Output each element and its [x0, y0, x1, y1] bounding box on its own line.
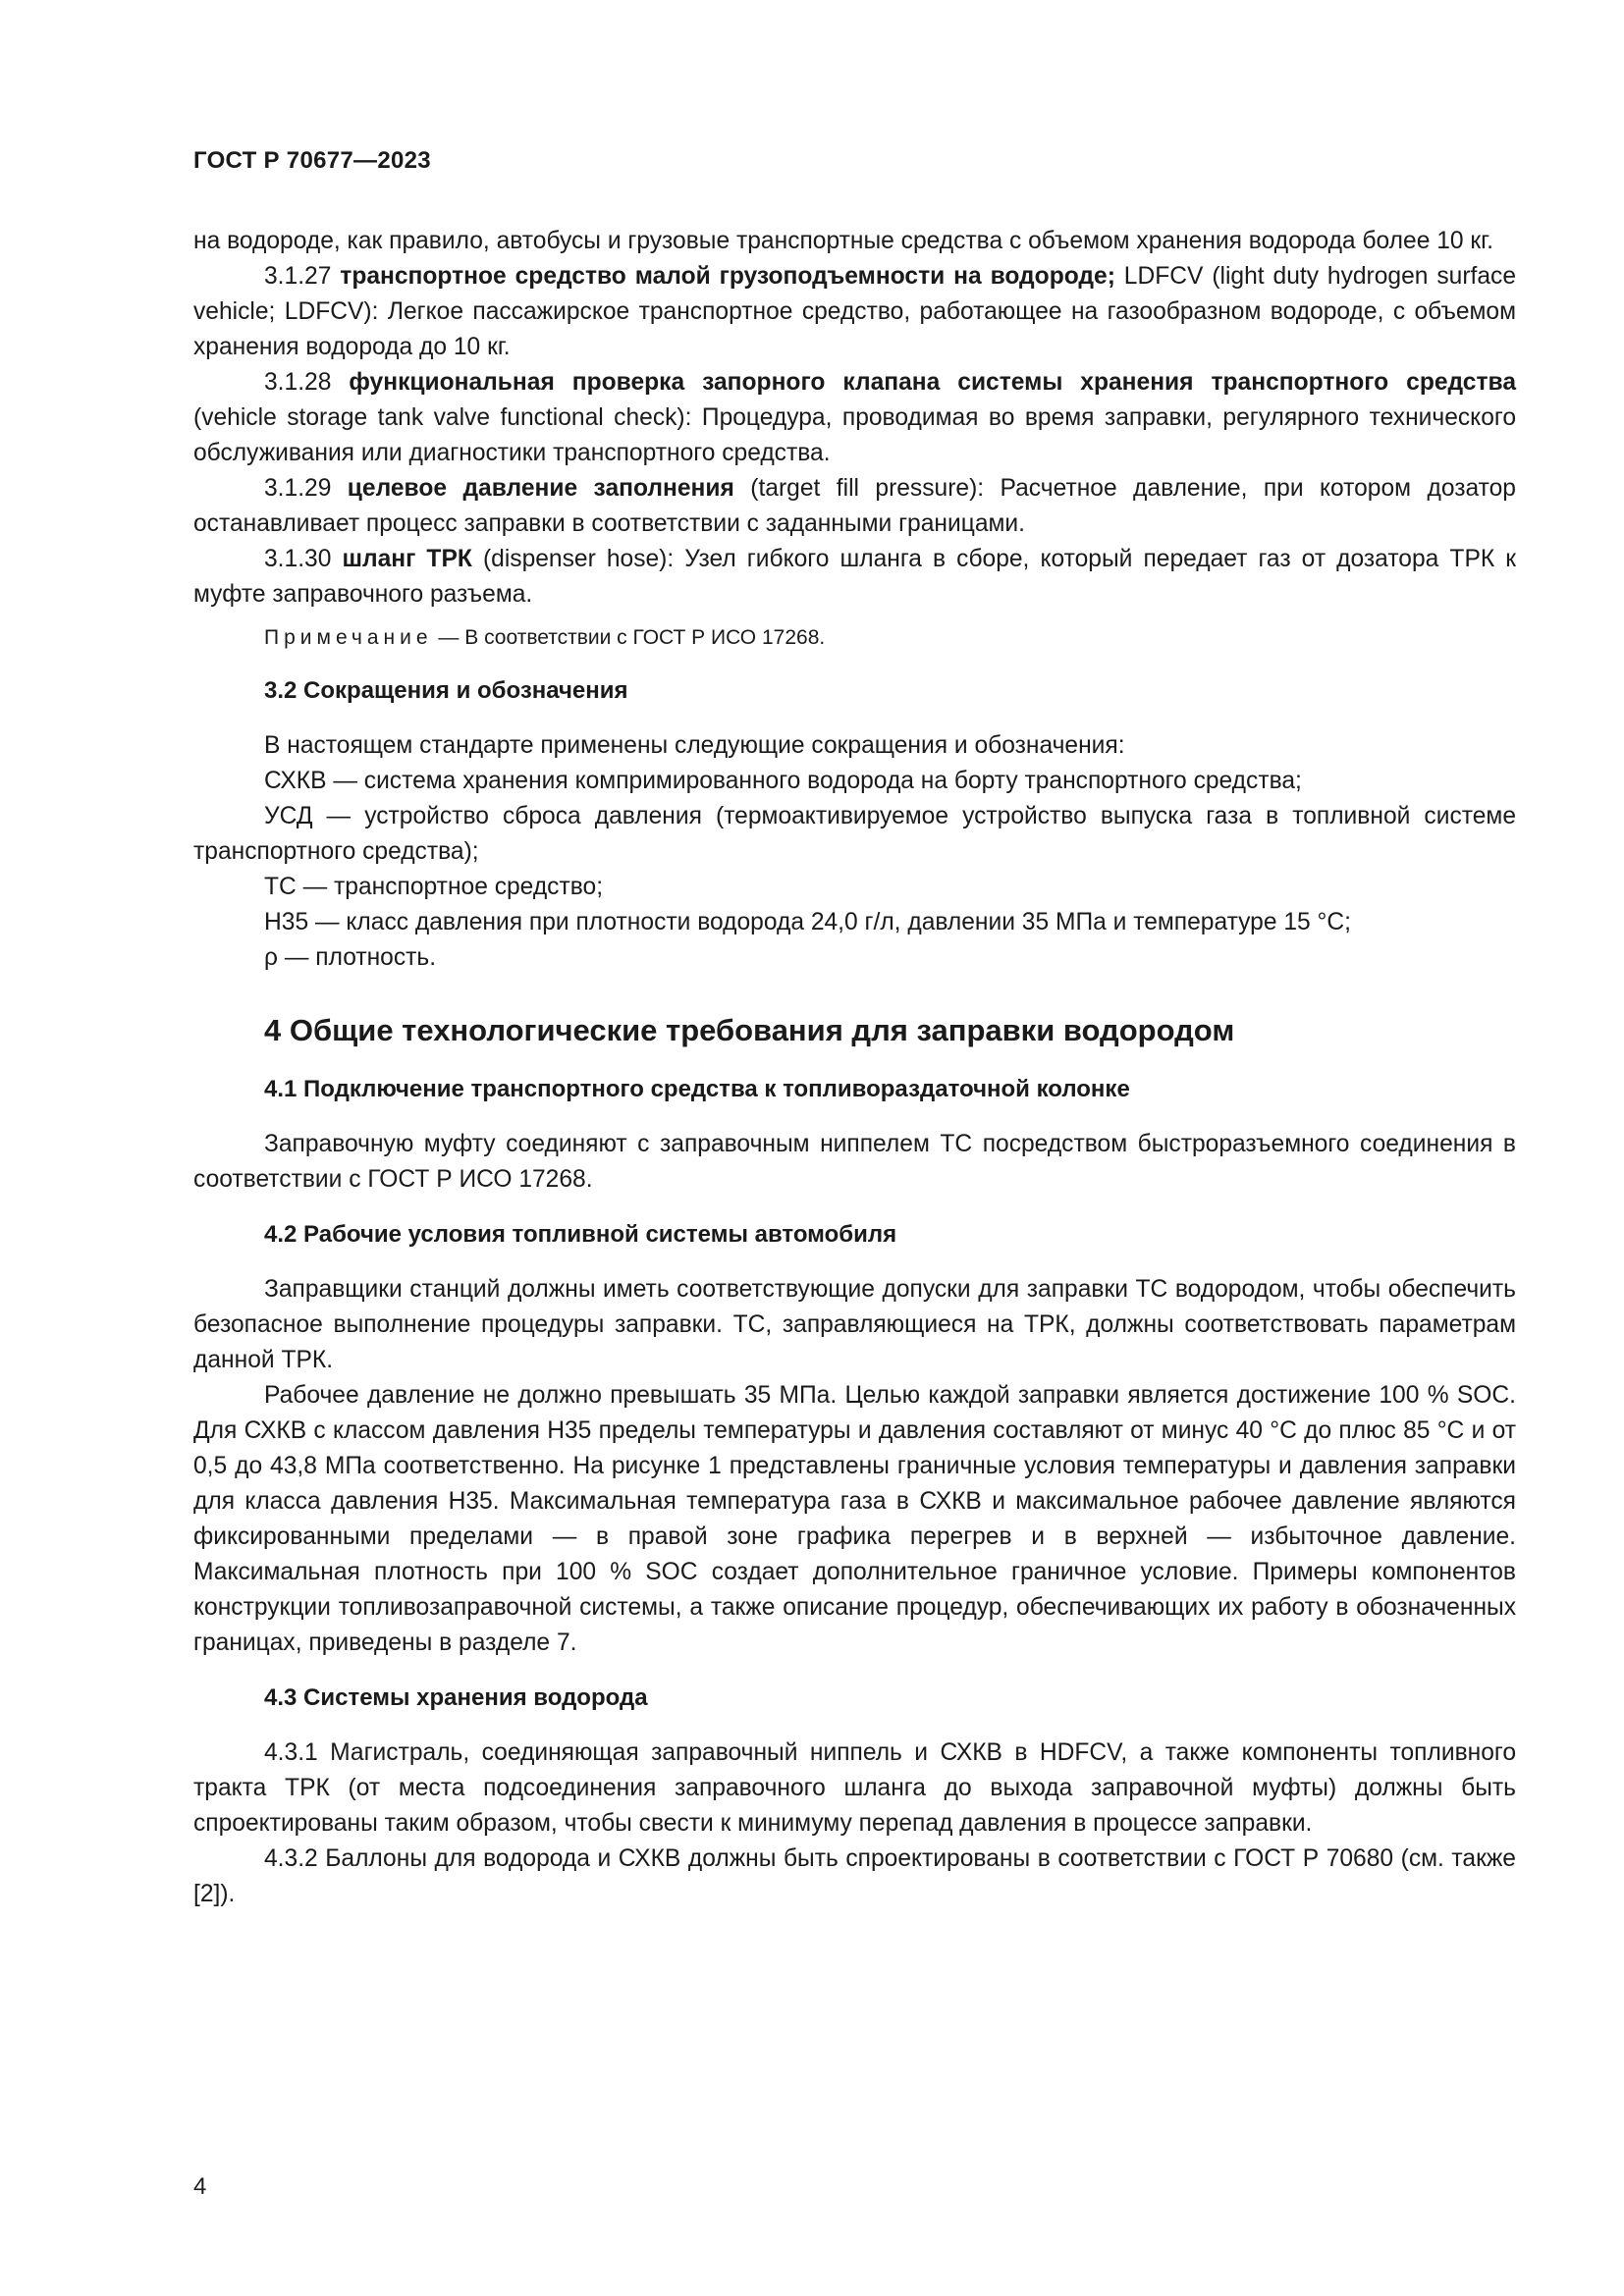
definition-number: 3.1.29 [264, 475, 348, 502]
definition-3-1-28 [193, 365, 1516, 471]
definition-text: (target fill pressure): Расчетное давление, при котором дозатор останавливает процесс заправки в соответствии с заданными границами. [193, 475, 1516, 537]
paragraph-4-1: Заправочную муфту соединяют с заправочным ниппелем ТС посредством быстроразъемного соединения в соответствии с ГОСТ Р ИСО 17268. [193, 1131, 1516, 1193]
paragraph-4-3-1: 4.3.1 Магистраль, соединяющая заправочный ниппель и СХКВ в HDFCV, а также компоненты топливного тракта ТРК (от места подсоединения заправочного шланга до выхода заправочной муфты) должны быть спроектированы таким образом, чтобы свести к минимуму перепад давления в процессе заправки. [193, 1739, 1516, 1837]
definition-term: целевое давление заполнения [347, 475, 734, 502]
paragraph-4-2-b: Рабочее давление не должно превышать 35 МПа. Целью каждой заправки является достижение 100 % SOC. Для СХКВ с классом давления Н35 пределы температуры и давления составляют от минус 40 °С до плюс 85 °С и от 0,5 до 43,8 МПа соответственно. На рисунке 1 представлены граничные условия температуры и давления заправки для класса давления Н35. Максимальная температура газа в СХКВ и максимальное рабочее давление являются фиксированными пределами — в правой зоне графика перегрев и в верхней — избыточное давление. Максимальная плотность при 100 % SOC создает дополнительное граничное условие. Примеры компонентов конструкции топливозаправочной системы, а также описание процедур, обеспечивающих их работу в обозначенных границах, приведены в разделе 7. [193, 1382, 1516, 1656]
definition-3-1-29 [193, 471, 1516, 542]
note-text: — В соответствии с ГОСТ Р ИСО 17268. [432, 626, 826, 649]
definition-term: шланг ТРК [342, 546, 472, 572]
page-number: 4 [193, 2173, 207, 2200]
paragraph-4-3-2: 4.3.2 Баллоны для водорода и СХКВ должны быть спроектированы в соответствии с ГОСТ Р 70680 (см. также [2]). [193, 1845, 1516, 1907]
abbreviation-item: СХКВ — система хранения компримированного водорода на борту транспортного средства; [264, 768, 1302, 794]
abbreviation-item: ρ — плотность. [264, 944, 437, 971]
definition-term: транспортное средство малой грузоподъемности на водороде; [340, 263, 1115, 290]
definition-text: (dispenser hose): Узел гибкого шланга в сборе, который передает газ от дозатора ТРК к муфте заправочного разъема. [193, 546, 1517, 608]
paragraph-4-2-a: Заправщики станций должны иметь соответствующие допуски для заправки ТС водородом, чтобы обеспечить безопасное выполнение процедуры заправки. ТС, заправляющиеся на ТРК, должны соответствовать параметрам данной ТРК. [193, 1276, 1516, 1373]
note-label: Примечание [264, 626, 433, 649]
paragraph-3-1-26-continuation: на водороде, как правило, автобусы и грузовые транспортные средства с объемом хранения водорода более 10 кг. [193, 228, 1493, 254]
definition-3-1-30 [193, 542, 1516, 613]
definition-3-1-27 [193, 259, 1516, 365]
definition-number: 3.1.30 [264, 546, 343, 572]
definition-text: (vehicle storage tank valve functional check): Процедура, проводимая во время заправки, регулярного технического обслуживания или диагностики транспортного средства. [193, 404, 1516, 466]
section-heading-4-2: 4.2 Рабочие условия топливной системы автомобиля [264, 1221, 897, 1248]
definition-term: функциональная проверка запорного клапана системы хранения транспортного средства [349, 369, 1517, 396]
abbreviation-item: УСД — устройство сброса давления (термоактивируемое устройство выпуска газа в топливной системе транспортного средства); [193, 803, 1516, 865]
definition-number: 3.1.28 [264, 369, 350, 396]
page-header: ГОСТ Р 70677—2023 [193, 147, 431, 174]
abbreviations-intro: В настоящем стандарте применены следующие сокращения и обозначения: [264, 732, 1125, 759]
section-heading-3-2: 3.2 Сокращения и обозначения [264, 677, 628, 704]
abbreviation-item: Н35 — класс давления при плотности водорода 24,0 г/л, давлении 35 МПа и температуре 15 °С; [264, 909, 1351, 935]
section-heading-4-1: 4.1 Подключение транспортного средства к топливораздаточной колонке [264, 1076, 1130, 1102]
abbreviation-item: ТС — транспортное средство; [264, 874, 604, 900]
section-heading-4: 4 Общие технологические требования для заправки водородом [264, 1013, 1235, 1047]
section-heading-4-3: 4.3 Системы хранения водорода [264, 1684, 648, 1711]
note [193, 622, 1516, 654]
definition-number: 3.1.27 [264, 263, 341, 290]
document-body [193, 224, 1516, 1912]
definition-text: LDFCV (light duty hydrogen surface vehicle; LDFCV): Легкое пассажирское транспортное средство, работающее на газообразном водороде, с объемом хранения водорода до 10 кг. [193, 263, 1516, 360]
